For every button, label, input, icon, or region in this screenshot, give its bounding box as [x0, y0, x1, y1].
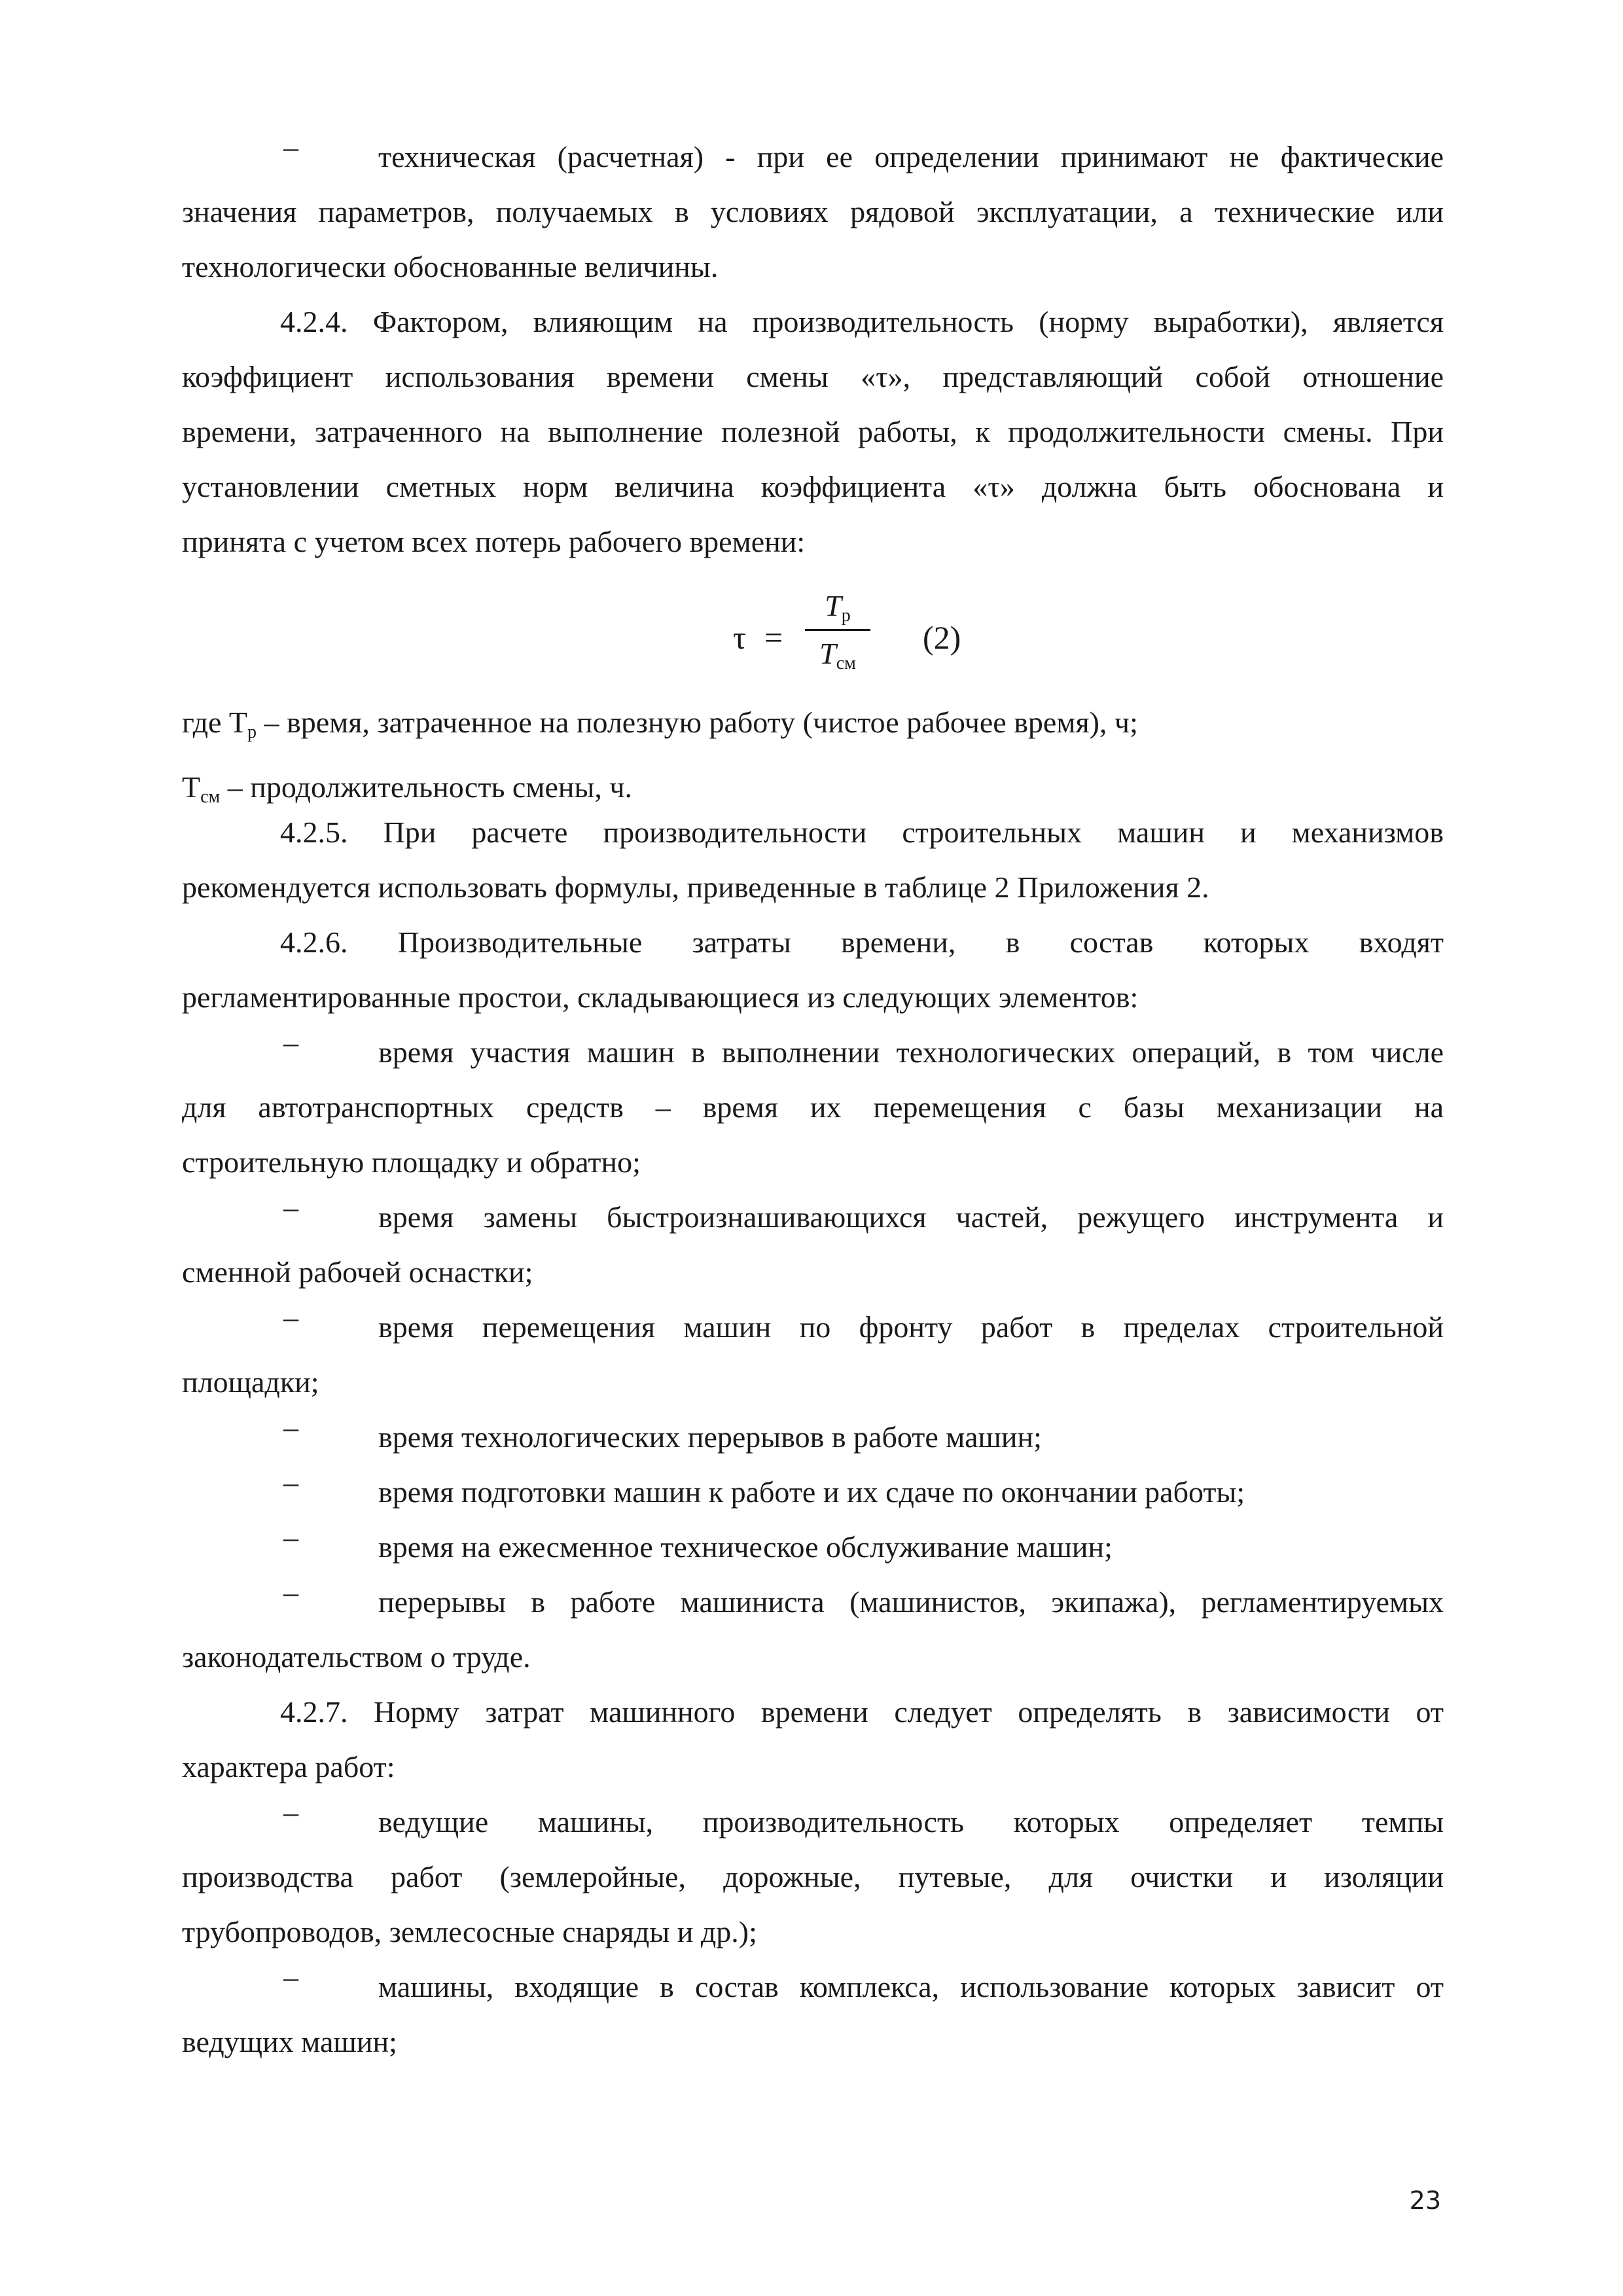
text-line: время технологических перерывов в работе машин; [378, 1420, 1042, 1454]
text-line: время участия машин в выполнении технологических операций, в том числе [378, 1035, 1444, 1069]
text-line: производства работ (землеройные, дорожные, путевые, для очистки и изоляции [182, 1860, 1444, 1893]
bullet-dash: – [283, 1300, 298, 1334]
bullet-item [182, 1520, 1444, 1575]
text-line: регламентированные простои, складывающиеся из следующих элементов: [182, 980, 1139, 1014]
text-line: время перемещения машин по фронту работ в пределах строительной [378, 1310, 1444, 1344]
paragraph-4-2-5 [182, 805, 1444, 915]
page-number: 23 [1409, 2186, 1441, 2215]
formula-2 [733, 586, 1099, 684]
bullet-dash: – [283, 1410, 298, 1444]
text-line: установлении сметных норм величина коэффициента «τ» должна быть обоснована и [182, 470, 1444, 503]
bullet-dash: – [283, 130, 298, 164]
bullet-item [182, 1575, 1444, 1685]
definition-tp: где $T_р$ – время, затраченное на полезную работу (чистое рабочее время), ч; [182, 706, 1138, 742]
bullet-dash: – [283, 1465, 298, 1499]
text-line: площадки; [182, 1365, 319, 1399]
bullet-dash: – [283, 1026, 298, 1059]
formula-number: (2) [923, 619, 961, 656]
definition-tsm: $T_{см}$ – продолжительность смены, ч. [182, 770, 633, 807]
text-line: перерывы в работе машиниста (машинистов, экипажа), регламентируемых [378, 1585, 1444, 1619]
text-line: ведущие машины, производительность которых определяет темпы [378, 1805, 1444, 1839]
bullet-item [182, 1190, 1444, 1300]
text-line: 4.2.6. Производительные затраты времени, в состав которых входят [280, 925, 1444, 959]
bullet-dash: – [283, 1795, 298, 1829]
text-line: ведущих машин; [182, 2025, 397, 2058]
bullet-item [182, 1410, 1444, 1465]
bullet-technical [182, 130, 1444, 295]
bullet-dash: – [283, 1960, 298, 1994]
paragraph-4-2-7 [182, 1685, 1444, 1795]
text-line: законодательством о труде. [182, 1640, 531, 1674]
text-line: времени, затраченного на выполнение полезной работы, к продолжительности смены. При [182, 415, 1444, 448]
text-line: техническая (расчетная) - при ее определении принимают не фактические [378, 140, 1444, 173]
bullet-item [182, 1465, 1444, 1520]
bullet-dash: – [283, 1520, 298, 1554]
text-line: значения параметров, получаемых в условиях рядовой эксплуатации, а технические или [182, 195, 1444, 228]
text-line: технологически обоснованные величины. [182, 250, 719, 283]
bullet-item [182, 1795, 1444, 1960]
text-line: коэффициент использования времени смены «τ», представляющий собой отношение [182, 360, 1444, 393]
text-line: принята с учетом всех потерь рабочего времени: [182, 525, 806, 558]
text-line: рекомендуется использовать формулы, приведенные в таблице 2 Приложения 2. [182, 870, 1209, 904]
text-line: время подготовки машин к работе и их сдаче по окончании работы; [378, 1475, 1245, 1509]
text-line: характера работ: [182, 1750, 395, 1784]
bullet-dash: – [283, 1191, 298, 1224]
paragraph-4-2-6 [182, 915, 1444, 1025]
bullet-item [182, 1960, 1444, 2070]
formula-equals: = [764, 619, 783, 656]
text-line: для автотранспортных средств – время их перемещения с базы механизации на [182, 1090, 1444, 1124]
formula-lhs: τ [733, 619, 747, 656]
bullet-dash: – [283, 1575, 298, 1609]
fraction-bar [805, 629, 870, 631]
text-line: время замены быстроизнашивающихся частей, режущего инструмента и [378, 1200, 1444, 1234]
text-line: трубопроводов, землесосные снаряды и др.); [182, 1915, 757, 1948]
text-line: время на ежесменное техническое обслуживание машин; [378, 1530, 1113, 1564]
text-line: 4.2.4. Фактором, влияющим на производительность (норму выработки), является [280, 305, 1444, 338]
text-line: сменной рабочей оснастки; [182, 1255, 533, 1289]
text-line: 4.2.7. Норму затрат машинного времени следует определять в зависимости от [280, 1695, 1444, 1729]
bullet-item [182, 1300, 1444, 1410]
text-line: строительную площадку и обратно; [182, 1145, 641, 1179]
formula-denominator: $T_{см}$ [819, 637, 856, 673]
text-line: машины, входящие в состав комплекса, использование которых зависит от [378, 1970, 1444, 2003]
formula-fraction [805, 586, 870, 674]
text-line: 4.2.5. При расчете производительности строительных машин и механизмов [280, 816, 1444, 849]
formula-numerator: $T_р$ [825, 589, 851, 626]
paragraph-4-2-4 [182, 295, 1444, 569]
bullet-item [182, 1025, 1444, 1190]
